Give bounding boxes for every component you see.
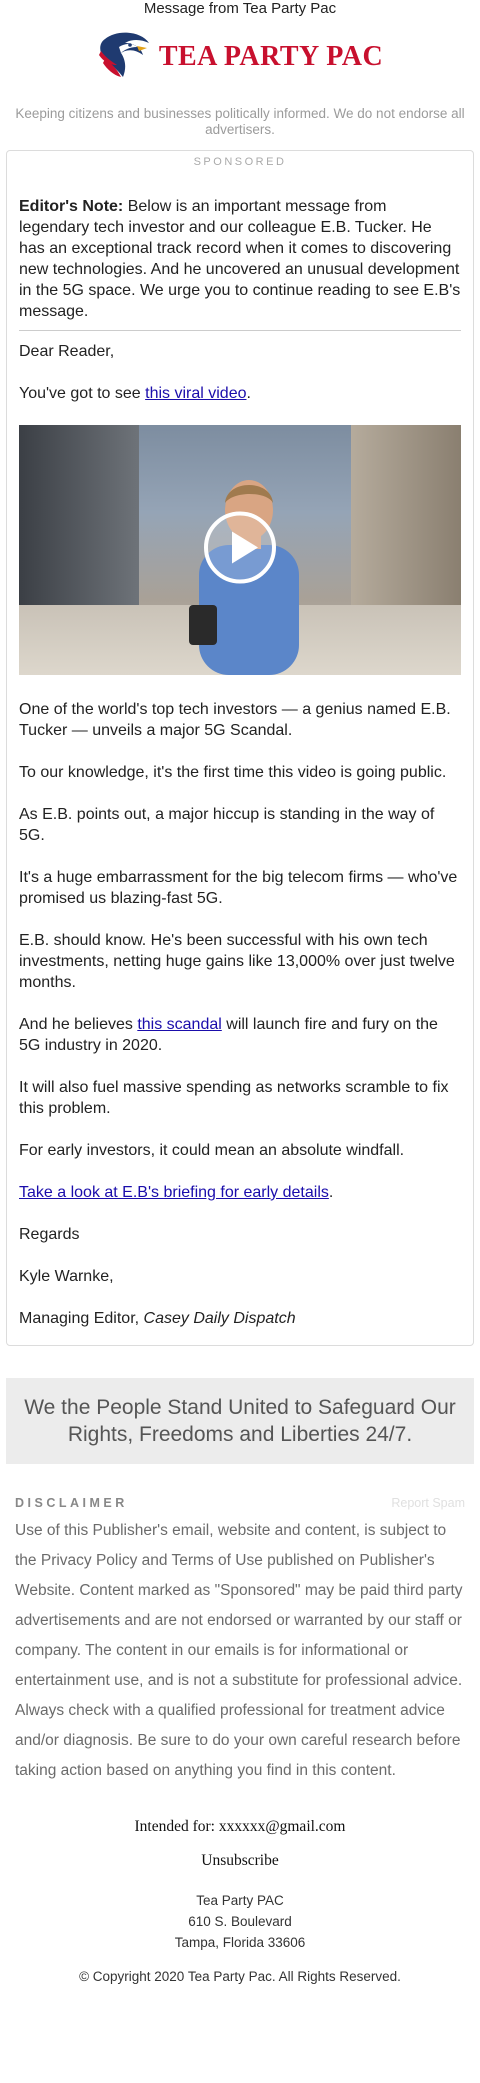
report-spam-link[interactable]: Report Spam [391, 1496, 465, 1510]
divider [19, 330, 461, 331]
signer-name: Kyle Warnke, [19, 1268, 114, 1285]
disclaimer-header [15, 1496, 465, 1510]
paragraph-1: One of the world's top tech investors — a genius named E.B. Tucker — unveils a major 5G Scandal. [19, 701, 451, 739]
mailing-address [0, 1890, 480, 1953]
regards: Regards [19, 1226, 80, 1243]
message-from-line: Message from Tea Party Pac [143, 0, 337, 17]
address-line-3: Tampa, Florida 33606 [174, 1935, 306, 1950]
scandal-link[interactable]: this scandal [137, 1016, 222, 1033]
paragraph-5: E.B. should know. He's been successful with his own tech investments, netting huge gains like 13,000% over just twelve months. [19, 932, 455, 991]
editors-note-label: Editor's Note: [19, 198, 124, 215]
copyright: © Copyright 2020 Tea Party Pac. All Rights Reserved. [79, 1969, 401, 1984]
logo-text: TEA PARTY PAC [158, 41, 384, 72]
paragraph-3: As E.B. points out, a major hiccup is standing in the way of 5G. [19, 806, 435, 844]
editors-note [19, 196, 461, 322]
tea-party-pac-logo[interactable] [97, 29, 383, 86]
paragraph-7: It will also fuel massive spending as networks scramble to fix this problem. [19, 1079, 449, 1117]
viral-video-link[interactable]: this viral video [145, 385, 247, 402]
signer-title: Managing Editor, Casey Daily Dispatch [19, 1310, 296, 1327]
editors-note-text: Below is an important message from legendary tech investor and our colleague E.B. Tucker. He has an exceptional track record when it comes to discovering new technologies. And he uncovered an unusual development in the 5G space. We urge you to continue reading to see E.B's message. [19, 198, 461, 320]
address-line-2: 610 S. Boulevard [188, 1914, 292, 1929]
viral-video-paragraph: You've got to see this viral video. [19, 385, 251, 402]
sponsored-card [6, 150, 474, 1346]
publication-name: Casey Daily Dispatch [143, 1310, 296, 1327]
intended-for: Intended for: xxxxxx@gmail.com [134, 1818, 346, 1835]
paragraph-9: Take a look at E.B's briefing for early details. [19, 1184, 334, 1201]
video-thumbnail[interactable] [19, 425, 461, 675]
paragraph-8: For early investors, it could mean an absolute windfall. [19, 1142, 405, 1159]
unsubscribe-link[interactable]: Unsubscribe [201, 1852, 279, 1869]
paragraph-6: And he believes this scandal will launch fire and fury on the 5G industry in 2020. [19, 1016, 438, 1054]
greeting: Dear Reader, [19, 343, 115, 360]
play-icon[interactable] [202, 510, 278, 591]
sponsored-label: SPONSORED [193, 156, 287, 168]
disclaimer-text: Use of this Publisher's email, website and content, is subject to the Privacy Policy and Terms of Use published on Publisher's Website. Content marked as "Sponsored" may be paid third party advertisements and are not endorsed or warranted by our staff or company. The content in our emails is for informational or entertainment use, and is not a substitute for professional advice. Always check with a qualified professional for treatment advice and/or diagnosis. Be sure to do your own careful research before taking action based on anything you find in this content. [15, 1522, 463, 1779]
paragraph-2: To our knowledge, it's the first time this video is going public. [19, 764, 447, 781]
paragraph-4: It's a huge embarrassment for the big telecom firms — who've promised us blazing-fast 5G. [19, 869, 458, 907]
liberty-banner: We the People Stand United to Safeguard Our Rights, Freedoms and Liberties 24/7. [6, 1378, 474, 1464]
logo-area [0, 22, 480, 92]
address-line-1: Tea Party PAC [196, 1893, 284, 1908]
tagline: Keeping citizens and businesses politically informed. We do not endorse all advertisers. [15, 106, 465, 137]
briefing-link[interactable]: Take a look at E.B's briefing for early details [19, 1184, 329, 1201]
disclaimer-title: DISCLAIMER [15, 1496, 128, 1510]
eagle-icon [97, 29, 153, 86]
